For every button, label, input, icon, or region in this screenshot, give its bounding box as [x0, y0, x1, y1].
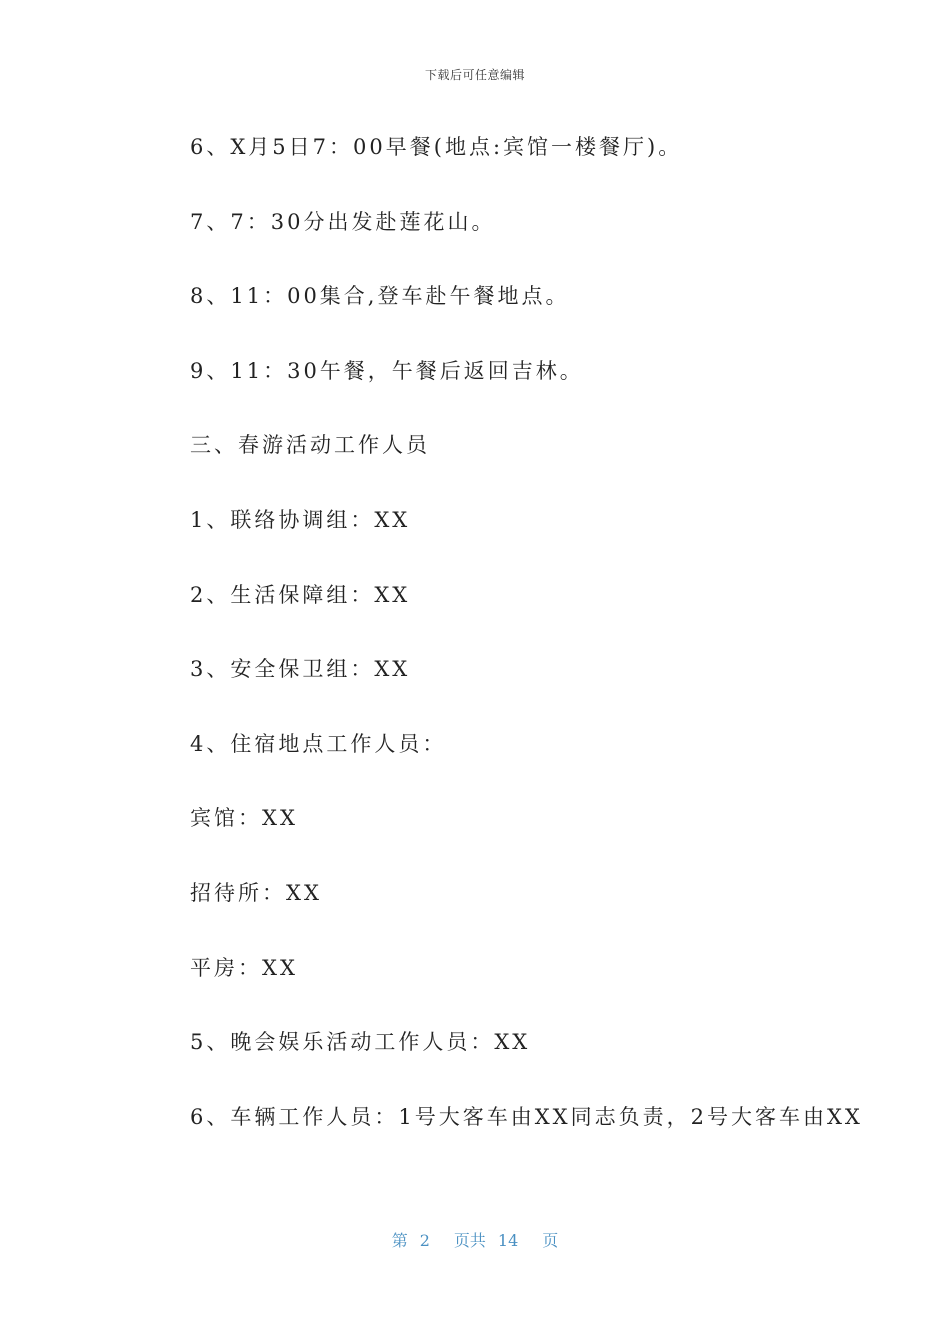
body-line: 1、联络协调组：XX [190, 507, 411, 532]
footer-page-suffix: 页 [542, 1231, 559, 1250]
footer-page-mid: 页共 [453, 1231, 486, 1250]
page-footer [0, 1228, 950, 1251]
body-line: 招待所：XX [190, 880, 322, 905]
body-line: 9、11：30午餐，午餐后返回吉林。 [190, 358, 584, 383]
body-line: 6、车辆工作人员：1号大客车由XX同志负责，2号大客车由XX [190, 1104, 863, 1129]
body-line: 5、晚会娱乐活动工作人员：XX [190, 1030, 531, 1055]
footer-page-prefix: 第 [391, 1231, 408, 1250]
document-body [190, 131, 863, 1175]
body-line: 宾馆：XX [190, 806, 298, 831]
section-heading: 三、春游活动工作人员 [190, 433, 430, 458]
footer-page-number: 2 [419, 1231, 430, 1250]
footer-total-pages: 14 [497, 1231, 519, 1250]
body-line: 8、11：00集合,登车赴午餐地点。 [190, 284, 570, 309]
body-line: 4、住宿地点工作人员： [190, 731, 447, 756]
body-line: 平房：XX [190, 955, 298, 980]
body-line: 3、安全保卫组：XX [190, 657, 411, 682]
body-line: 6、X月5日7：00早餐(地点:宾馆一楼餐厅)。 [190, 135, 683, 159]
body-line: 2、生活保障组：XX [190, 582, 411, 607]
header-note: 下载后可任意编辑 [424, 68, 525, 82]
body-line: 7、7：30分出发赴莲花山。 [190, 209, 496, 234]
